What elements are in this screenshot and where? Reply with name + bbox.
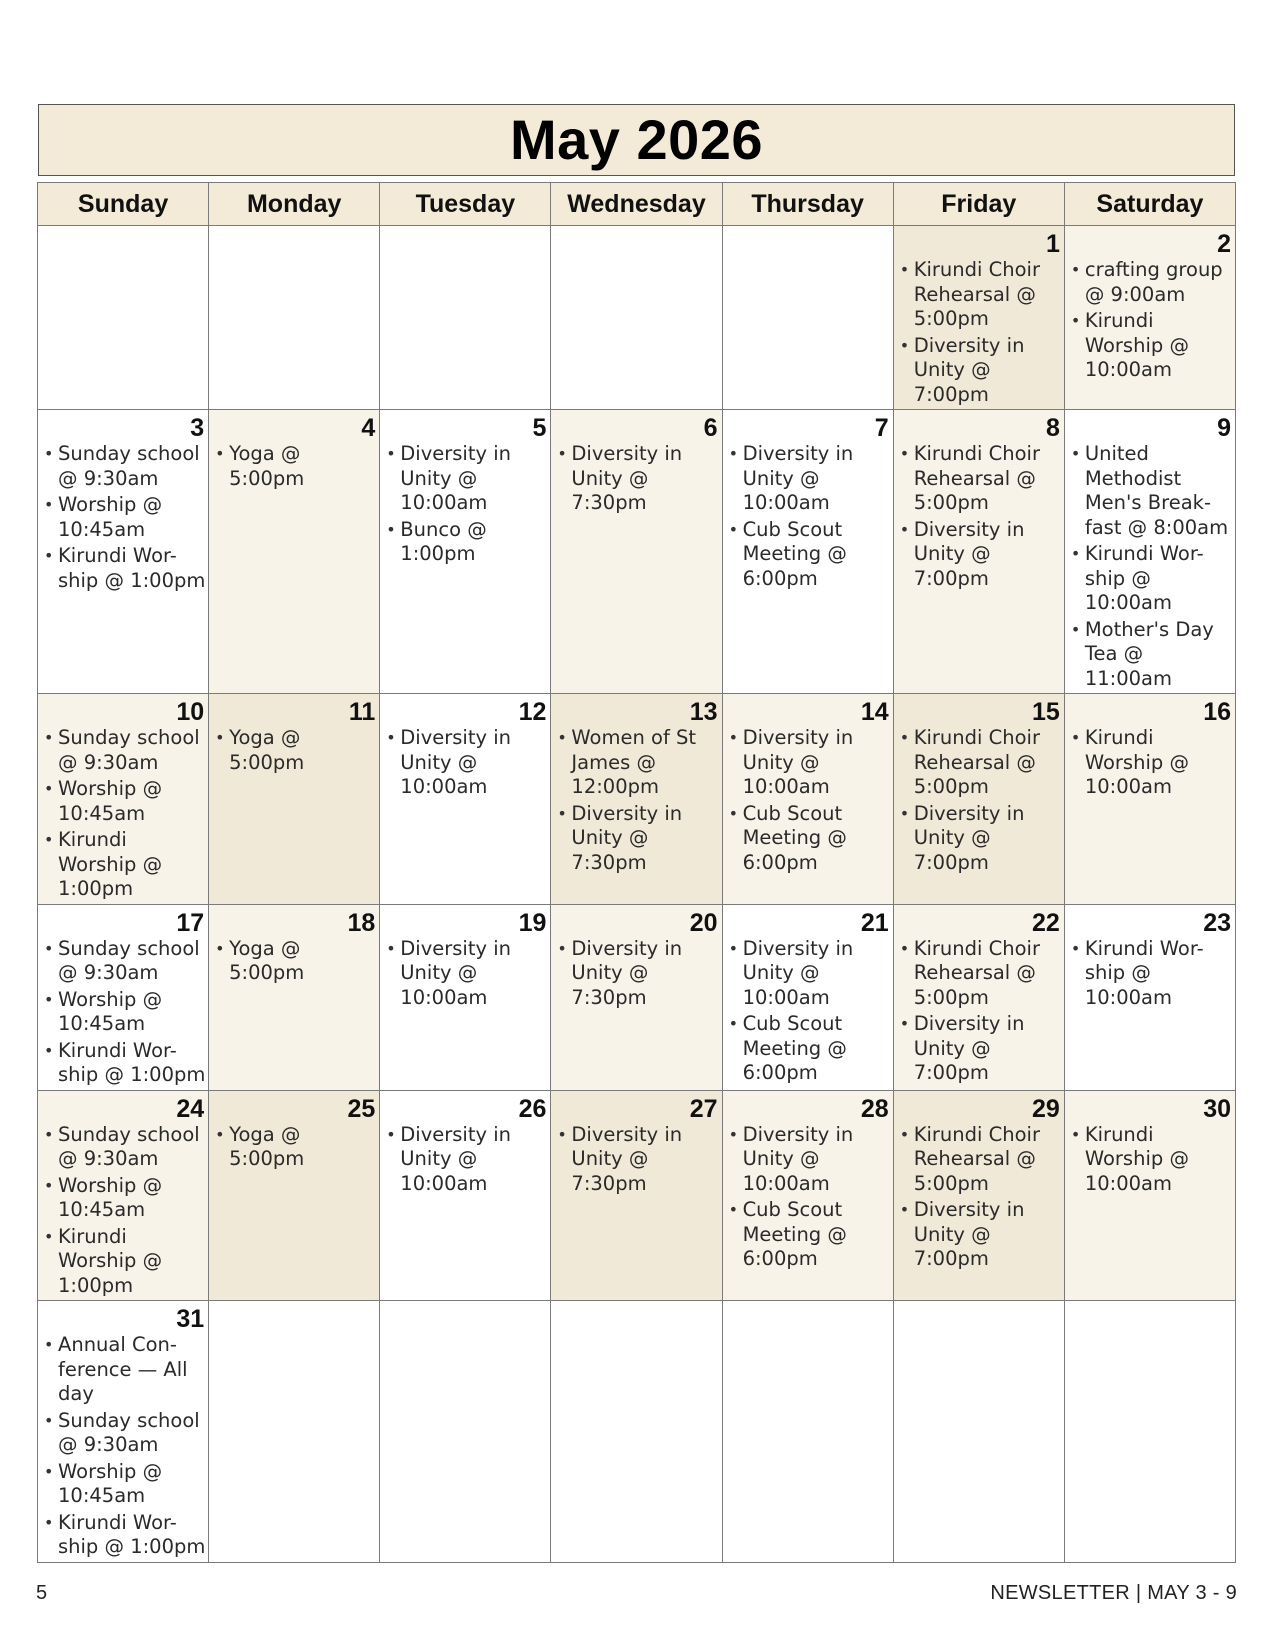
day-number: 25 [347,1094,376,1123]
event-item: • United Methodist Men's Break-fast @ 8:00am [1069,442,1233,540]
day-number: 3 [190,414,205,442]
day-number: 29 [1032,1094,1060,1123]
event-item: • Worship @ 10:45am [42,988,206,1037]
day-number: 26 [518,1094,547,1123]
day-number: 17 [176,908,205,937]
event-item: • Kirundi Wor-ship @ 10:00am [1069,542,1233,616]
event-item: • Diversity in Unity @ 10:00am [727,1123,891,1197]
day-cell [38,694,209,905]
event-item: • Diversity in Unity @ 10:00am [727,442,891,516]
day-number: 19 [518,908,547,937]
event-item: • Cub Scout Meeting @ 6:00pm [727,1012,891,1086]
weekday-header: Sunday [38,183,209,226]
day-cell [1064,1090,1235,1301]
event-item: • Sunday school @ 9:30am [42,1409,206,1458]
day-cell [893,1090,1064,1301]
calendar-title: May 2026 [509,108,764,171]
day-cell [1064,410,1235,694]
day-cell [893,694,1064,905]
event-item: • Sunday school @ 9:30am [42,1123,206,1172]
day-number: 23 [1203,908,1231,937]
event-item: • Diversity in Unity @ 7:00pm [898,802,1062,876]
day-number: 28 [860,1094,889,1123]
event-item: • Diversity in Unity @ 7:00pm [898,1198,1062,1272]
event-list [209,726,379,775]
day-number: 20 [689,908,718,937]
event-item: • Kirundi Wor-ship @ 1:00pm [42,544,206,593]
event-list [380,442,550,567]
calendar-week-row [38,904,1236,1090]
event-list [209,1123,379,1172]
weekday-header: Thursday [722,183,893,226]
empty-day-cell [209,1301,380,1563]
weekday-header: Friday [893,183,1064,226]
calendar-week-row [38,694,1236,905]
day-number: 9 [1217,414,1231,442]
empty-day-cell [722,1301,893,1563]
day-cell [38,410,209,694]
event-item: • Kirundi Wor-ship @ 10:00am [1069,937,1233,1011]
weekday-header: Tuesday [380,183,551,226]
day-cell [893,410,1064,694]
day-cell [38,904,209,1090]
event-item: • Diversity in Unity @ 10:00am [384,726,548,800]
day-number: 7 [874,414,889,442]
empty-day-cell [38,226,209,410]
page-number: 5 [36,1582,48,1604]
event-list [38,1123,208,1299]
event-item: • Diversity in Unity @ 7:30pm [555,442,719,516]
event-list [894,937,1064,1086]
day-cell [551,1090,722,1301]
event-item: • Diversity in Unity @ 10:00am [384,937,548,1011]
weekday-header: Wednesday [551,183,722,226]
event-list [380,726,550,800]
empty-day-cell [893,1301,1064,1563]
event-item: • Diversity in Unity @ 7:00pm [898,334,1062,408]
day-number: 31 [176,1305,205,1333]
event-item: • Kirundi Worship @ 10:00am [1069,726,1233,800]
day-cell [209,410,380,694]
event-item: • Annual Con-ference — All day [42,1333,206,1407]
event-list [723,726,893,875]
event-item: • Yoga @ 5:00pm [213,442,377,491]
empty-day-cell [380,1301,551,1563]
event-item: • Sunday school @ 9:30am [42,937,206,986]
day-number: 27 [689,1094,718,1123]
event-list [38,937,208,1088]
event-list [1065,726,1235,800]
event-item: • Kirundi Choir Rehearsal @ 5:00pm [898,937,1062,1011]
day-number: 5 [532,414,547,442]
day-cell [380,410,551,694]
event-item: • Kirundi Choir Rehearsal @ 5:00pm [898,258,1062,332]
event-list [380,1123,550,1197]
event-list [1065,1123,1235,1197]
day-cell [893,904,1064,1090]
event-item: • Kirundi Choir Rehearsal @ 5:00pm [898,1123,1062,1197]
event-item: • Yoga @ 5:00pm [213,1123,377,1172]
event-item: • Worship @ 10:45am [42,1174,206,1223]
event-item: • Yoga @ 5:00pm [213,937,377,986]
event-item: • Cub Scout Meeting @ 6:00pm [727,802,891,876]
day-cell [209,1090,380,1301]
event-list [551,442,721,516]
day-cell [1064,904,1235,1090]
day-cell [209,694,380,905]
day-number: 18 [347,908,376,937]
event-list [380,937,550,1011]
event-item: • Worship @ 10:45am [42,777,206,826]
event-list [1065,258,1235,383]
empty-day-cell [1064,1301,1235,1563]
event-item: • Diversity in Unity @ 10:00am [384,442,548,516]
event-item: • Kirundi Choir Rehearsal @ 5:00pm [898,442,1062,516]
weekday-header: Monday [209,183,380,226]
weekday-header: Saturday [1064,183,1235,226]
day-cell [209,904,380,1090]
day-cell [1064,694,1235,905]
day-cell [551,410,722,694]
day-number: 22 [1032,908,1060,937]
day-cell [722,694,893,905]
event-list [1065,442,1235,691]
event-item: • Kirundi Worship @ 1:00pm [42,1225,206,1299]
day-cell [380,1090,551,1301]
day-number: 14 [860,698,889,726]
empty-day-cell [722,226,893,410]
event-item: • Sunday school @ 9:30am [42,442,206,491]
event-list [1065,937,1235,1011]
day-number: 12 [518,698,547,726]
day-number: 13 [689,698,718,726]
day-number: 11 [348,698,376,726]
newsletter-footer: NEWSLETTER | MAY 3 - 9 [990,1582,1237,1604]
day-cell [38,1090,209,1301]
event-item: • Kirundi Worship @ 10:00am [1069,309,1233,383]
day-cell [722,1090,893,1301]
event-item: • Kirundi Worship @ 10:00am [1069,1123,1233,1197]
day-number: 6 [703,414,718,442]
event-item: • Sunday school @ 9:30am [42,726,206,775]
day-number: 2 [1217,230,1231,258]
day-cell [722,904,893,1090]
event-item: • Worship @ 10:45am [42,1460,206,1509]
day-number: 16 [1203,698,1231,726]
day-cell [551,694,722,905]
event-item: • Women of St James @ 12:00pm [555,726,719,800]
event-item: • Diversity in Unity @ 7:00pm [898,518,1062,592]
event-item: • Kirundi Worship @ 1:00pm [42,828,206,902]
day-cell [551,904,722,1090]
event-list [723,1123,893,1272]
day-cell [1064,226,1235,410]
calendar-week-row [38,1090,1236,1301]
day-cell [722,410,893,694]
event-list [38,726,208,902]
event-list [209,937,379,986]
empty-day-cell [380,226,551,410]
event-list [894,442,1064,591]
event-item: • Diversity in Unity @ 10:00am [727,726,891,800]
weekday-header-row [38,183,1236,226]
event-item: • Mother's Day Tea @ 11:00am [1069,618,1233,692]
event-item: • crafting group @ 9:00am [1069,258,1233,307]
event-item: • Diversity in Unity @ 10:00am [384,1123,548,1197]
event-item: • Diversity in Unity @ 7:30pm [555,937,719,1011]
calendar-week-row [38,226,1236,410]
day-number: 1 [1045,230,1060,258]
day-cell [893,226,1064,410]
empty-day-cell [209,226,380,410]
day-cell [38,1301,209,1563]
event-list [551,726,721,875]
calendar-week-row [38,1301,1236,1563]
event-item: • Cub Scout Meeting @ 6:00pm [727,518,891,592]
day-number: 21 [860,908,889,937]
month-calendar [37,182,1236,1563]
event-list [723,937,893,1086]
event-list [38,442,208,593]
day-number: 8 [1045,414,1060,442]
day-cell [380,694,551,905]
event-list [894,726,1064,875]
calendar-week-row [38,410,1236,694]
event-item: • Kirundi Wor-ship @ 1:00pm [42,1039,206,1088]
event-item: • Diversity in Unity @ 10:00am [727,937,891,1011]
empty-day-cell [551,1301,722,1563]
event-item: • Diversity in Unity @ 7:00pm [898,1012,1062,1086]
event-item: • Kirundi Choir Rehearsal @ 5:00pm [898,726,1062,800]
event-item: • Diversity in Unity @ 7:30pm [555,1123,719,1197]
event-item: • Worship @ 10:45am [42,493,206,542]
calendar-title-bar [38,104,1235,176]
event-list [894,258,1064,407]
day-cell [380,904,551,1090]
event-list [38,1333,208,1560]
event-list [551,937,721,1011]
event-item: • Yoga @ 5:00pm [213,726,377,775]
event-item: • Diversity in Unity @ 7:30pm [555,802,719,876]
event-item: • Cub Scout Meeting @ 6:00pm [727,1198,891,1272]
empty-day-cell [551,226,722,410]
event-list [894,1123,1064,1272]
event-item: • Kirundi Wor-ship @ 1:00pm [42,1511,206,1560]
event-list [723,442,893,591]
day-number: 24 [176,1094,205,1123]
day-number: 15 [1032,698,1060,726]
event-item: • Bunco @ 1:00pm [384,518,548,567]
day-number: 4 [361,414,376,442]
event-list [551,1123,721,1197]
event-list [209,442,379,491]
day-number: 30 [1203,1094,1231,1123]
day-number: 10 [176,698,205,726]
